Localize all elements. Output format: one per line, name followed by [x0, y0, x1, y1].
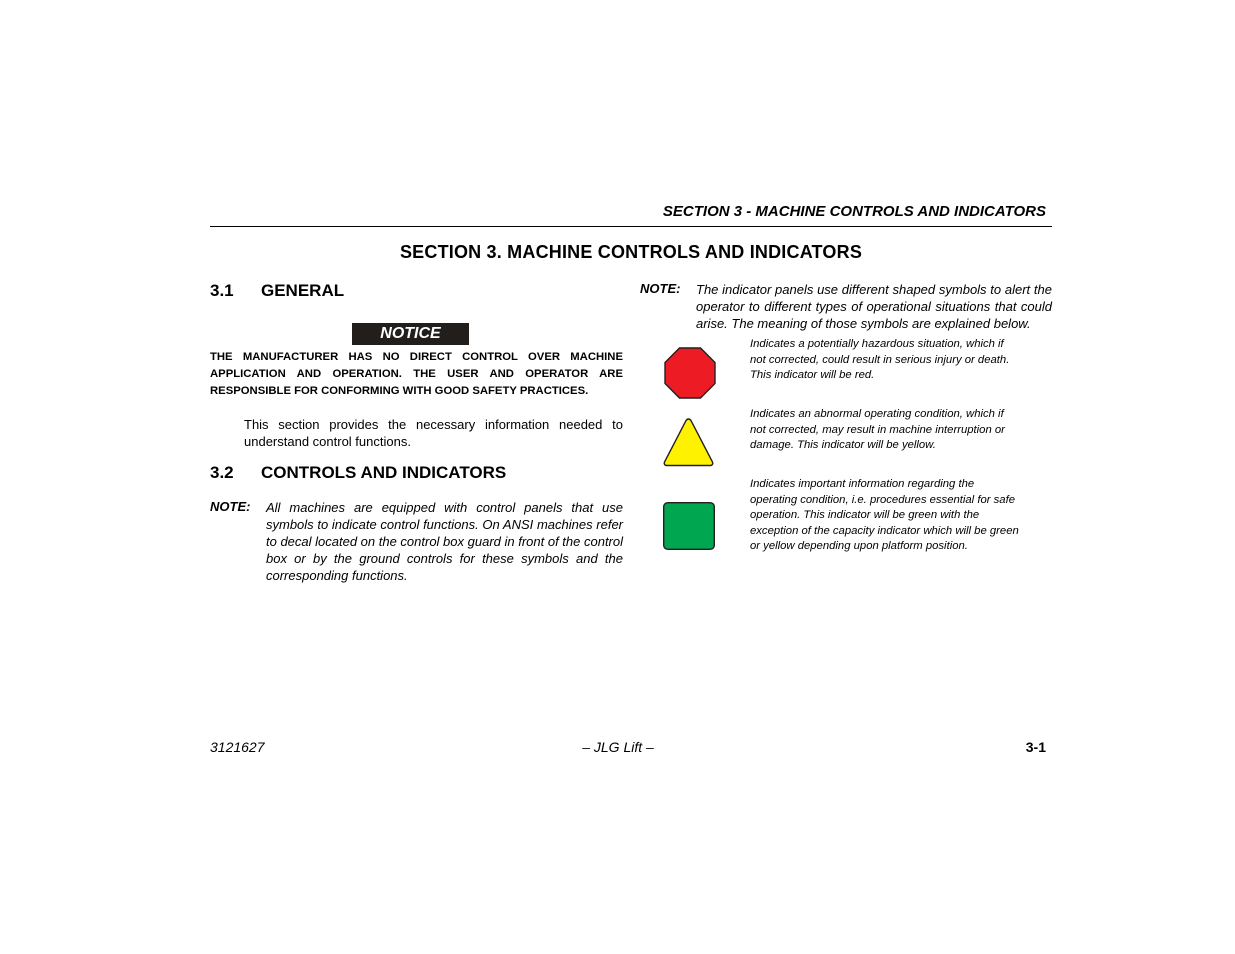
red-indicator-description: Indicates a potentially hazardous situation, which if not corrected, could result in serious injury or death. This indicator will be red.: [750, 338, 1010, 381]
indicators-note-label: NOTE:: [640, 281, 681, 296]
notice-text: THE MANUFACTURER HAS NO DIRECT CONTROL OVER MACHINE APPLICATION AND OPERATION. THE USER AND OPERATOR ARE RESPONSIBLE FOR CONFORMING WITH GOOD SAFETY PRACTICES.: [210, 351, 623, 397]
footer-doc-number: 3121627: [210, 739, 265, 755]
green-indicator-description: Indicates important information regarding the operating condition, i.e. procedures essential for safe operation. This indicator will be green with the exception of the capacity indicator which will be green or yellow depending upon platform position.: [750, 478, 1019, 552]
green-square-icon: [663, 502, 715, 550]
section-title: SECTION 3. MACHINE CONTROLS AND INDICATORS: [399, 242, 863, 262]
red-octagon-shape: [665, 348, 715, 398]
footer-center: – JLG Lift –: [582, 739, 654, 755]
general-body: This section provides the necessary information needed to understand control functions.: [244, 417, 623, 449]
green-square-shape: [664, 503, 715, 550]
notice-badge: NOTICE: [352, 323, 469, 345]
header-rule: [210, 226, 1052, 227]
yellow-triangle-shape: [664, 419, 712, 466]
footer-page-number: 3-1: [1025, 739, 1046, 755]
heading-general-number: 3.1: [210, 281, 234, 300]
controls-note-label: NOTE:: [210, 499, 251, 514]
indicators-note-text: The indicator panels use different shaped symbols to alert the operator to different types of operational situations that could arise. The meaning of those symbols are explained below.: [696, 282, 1052, 331]
yellow-indicator-description: Indicates an abnormal operating condition, which if not corrected, may result in machine interruption or damage. This indicator will be yellow.: [750, 408, 1005, 451]
running-header: SECTION 3 - MACHINE CONTROLS AND INDICATORS: [662, 203, 1046, 220]
heading-controls-title: CONTROLS AND INDICATORS: [261, 463, 507, 482]
heading-general-title: GENERAL: [261, 281, 345, 300]
controls-note-text: All machines are equipped with control panels that use symbols to indicate control functions. On ANSI machines refer to decal located on the control box guard in front of the control box or by the ground controls for these symbols and the corresponding functions.: [266, 500, 624, 583]
red-octagon-icon: [664, 347, 716, 399]
heading-controls-number: 3.2: [210, 463, 234, 482]
yellow-triangle-icon: [663, 417, 714, 467]
heading-controls: [210, 463, 506, 483]
heading-general: [210, 281, 344, 301]
